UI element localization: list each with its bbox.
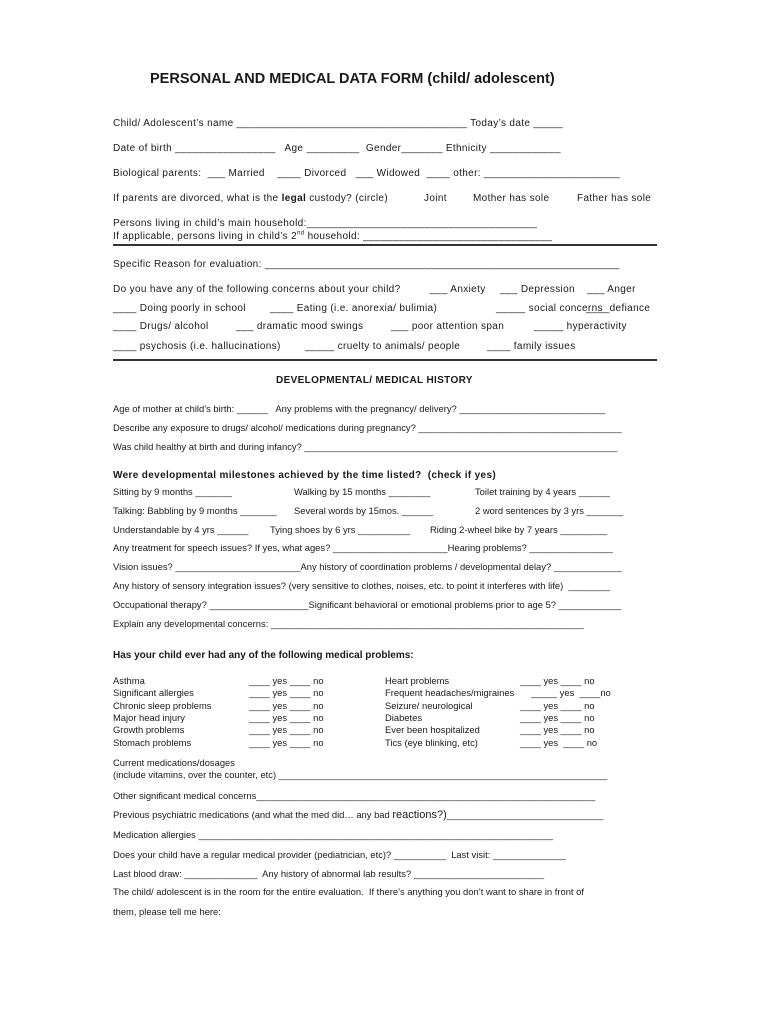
medical-item-name: Stomach problems [113, 737, 192, 748]
closing-line-1: The child/ adolescent is in the room for the entire evaluation. If there’s anything you don’t want to share in front of [113, 886, 584, 897]
concern-social: _____ social concerns [496, 303, 603, 314]
dob-line: Date of birth _________________ Age _________ Gender_______ Ethnicity ____________ [113, 143, 561, 154]
medication-allergies-line: Medication allergies ____________________________________________________________________ [113, 829, 554, 840]
closing-line-2: them, please tell me here: [113, 906, 221, 917]
speech-line: Any treatment for speech issues? If yes, what ages? ______________________Hearing problems? ________________ [113, 542, 613, 553]
medical-item-name: Growth problems [113, 724, 185, 735]
medications-line-2: (include vitamins, over the counter, etc) _______________________________________________________________ [113, 769, 608, 780]
medical-item-answer: ____ yes ____ no [249, 675, 324, 686]
concerns-question: Do you have any of the following concerns about your child? [113, 284, 401, 295]
other-medical-concerns-line: Other significant medical concerns_________________________________________________________________ [113, 790, 596, 801]
concern-school: ____ Doing poorly in school [113, 303, 246, 314]
milestone-toilet: Toilet training by 4 years ______ [475, 486, 610, 497]
medical-item-answer: ____ yes ____ no [249, 700, 324, 711]
medical-item-name: Frequent headaches/migraines [385, 687, 515, 698]
pregnancy-line-3: Was child healthy at birth and during infancy? ____________________________________________________________ [113, 441, 618, 452]
medical-item-name: Major head injury [113, 712, 185, 723]
medical-item-answer: ____ yes ____ no [520, 675, 595, 686]
occupational-therapy-line: Occupational therapy? ___________________Significant behavioral or emotional problems prior to age 5? ____________ [113, 599, 622, 610]
divider-middle [113, 359, 657, 361]
concern-cruelty: _____ cruelty to animals/ people [305, 341, 461, 352]
custody-question [113, 194, 388, 204]
medical-item-answer: ____ yes ____ no [249, 737, 324, 748]
psych-meds-c: ______________________________ [446, 809, 604, 820]
custody-option-father: Father has sole [577, 193, 652, 204]
concern-mood: ___ dramatic mood swings [236, 321, 364, 332]
custody-option-joint: Joint [424, 193, 447, 204]
medical-item-name: Significant allergies [113, 687, 194, 698]
developmental-heading: DEVELOPMENTAL/ MEDICAL HISTORY [276, 375, 473, 386]
household-second-b: household: ________________________________ [304, 231, 553, 242]
medical-problems-heading: Has your child ever had any of the following medical problems: [113, 650, 414, 661]
milestone-bike: Riding 2-wheel bike by 7 years _________ [430, 524, 608, 535]
custody-prefix: If parents are divorced, what is the [113, 193, 282, 204]
form-title: PERSONAL AND MEDICAL DATA FORM (child/ adolescent) [150, 71, 555, 87]
medical-item-name: Diabetes [385, 712, 423, 723]
reason-line: Specific Reason for evaluation: ____________________________________________________________ [113, 259, 620, 270]
concern-drugs: ____ Drugs/ alcohol [113, 321, 209, 332]
child-name-line: Child/ Adolescent’s name _______________________________________ Today’s date _____ [113, 118, 563, 129]
psychiatric-medications-line [113, 810, 603, 821]
concern-anxiety: ___ Anxiety [430, 284, 486, 295]
medical-item-name: Tics (eye blinking, etc) [385, 737, 478, 748]
blood-draw-line: Last blood draw: ______________ Any history of abnormal lab results? _________________________ [113, 868, 545, 879]
custody-suffix: custody? (circle) [306, 193, 389, 204]
concern-anger: ___ Anger [587, 284, 636, 295]
medical-item-answer: ____ yes ____ no [249, 724, 324, 735]
concern-psychosis: ____ psychosis (i.e. hallucinations) [113, 341, 281, 352]
concern-defiance: ____defiance [586, 303, 651, 314]
medical-item-answer: ____ yes ____ no [520, 700, 595, 711]
vision-line: Vision issues? ________________________Any history of coordination problems / developmental delay? _____________ [113, 561, 622, 572]
household-second-sup: nd [297, 230, 305, 237]
pregnancy-line-1: Age of mother at child’s birth: ______ Any problems with the pregnancy/ delivery? ____________________________ [113, 403, 606, 414]
medical-item-name: Seizure/ neurological [385, 700, 473, 711]
milestone-shoes: Tying shoes by 6 yrs __________ [270, 524, 411, 535]
medical-item-name: Heart problems [385, 675, 450, 686]
concern-hyperactivity: _____ hyperactivity [534, 321, 627, 332]
medical-item-answer: ____ yes ____ no [520, 724, 595, 735]
household-second-a: If applicable, persons living in child’s 2 [113, 231, 298, 242]
pregnancy-line-2: Describe any exposure to drugs/ alcohol/ medications during pregnancy? _______________________________________ [113, 422, 622, 433]
medical-item-answer: ____ yes ____ no [520, 712, 595, 723]
household-main-line: Persons living in child’s main household:_______________________________________ [113, 218, 538, 229]
concern-attention: ___ poor attention span [391, 321, 505, 332]
psych-meds-b: reactions?) [392, 809, 447, 821]
medical-item-answer: ____ yes ____ no [249, 687, 324, 698]
sensory-line: Any history of sensory integration issues? (very sensitive to clothes, noises, etc. to point it interferes with life) ________ [113, 580, 611, 591]
milestone-talking: Talking: Babbling by 9 months _______ [113, 505, 277, 516]
milestone-walking: Walking by 15 months ________ [294, 486, 431, 497]
concern-depression: ___ Depression [500, 284, 575, 295]
custody-option-mother: Mother has sole [473, 193, 550, 204]
household-second-line [113, 232, 552, 242]
developmental-concerns-line: Explain any developmental concerns: ____________________________________________________________ [113, 618, 584, 629]
milestone-several-words: Several words by 15mos. ______ [294, 505, 434, 516]
medical-item-answer: ____ yes ____ no [249, 712, 324, 723]
medical-item-answer: _____ yes ____no [531, 687, 611, 698]
medical-provider-line: Does your child have a regular medical provider (pediatrician, etc)? __________ Last visit: ______________ [113, 849, 566, 860]
concern-family: ____ family issues [487, 341, 576, 352]
divider-top [113, 244, 657, 246]
medical-item-name: Asthma [113, 675, 145, 686]
custody-legal: legal [281, 193, 307, 204]
milestone-two-word: 2 word sentences by 3 yrs _______ [475, 505, 624, 516]
milestone-understandable: Understandable by 4 yrs ______ [113, 524, 249, 535]
medical-item-name: Ever been hospitalized [385, 724, 480, 735]
concern-eating: ____ Eating (i.e. anorexia/ bulimia) [270, 303, 438, 314]
milestones-heading: Were developmental milestones achieved by the time listed? (check if yes) [113, 470, 497, 481]
medical-item-name: Chronic sleep problems [113, 700, 212, 711]
medical-item-answer: ____ yes ____ no [520, 737, 598, 748]
biological-parents-line: Biological parents: ___ Married ____ Divorced ___ Widowed ____ other: _______________________ [113, 168, 620, 179]
psych-meds-a: Previous psychiatric medications (and what the med did… any bad [113, 809, 393, 820]
medications-line-1: Current medications/dosages [113, 757, 235, 768]
milestone-sitting: Sitting by 9 months _______ [113, 486, 232, 497]
